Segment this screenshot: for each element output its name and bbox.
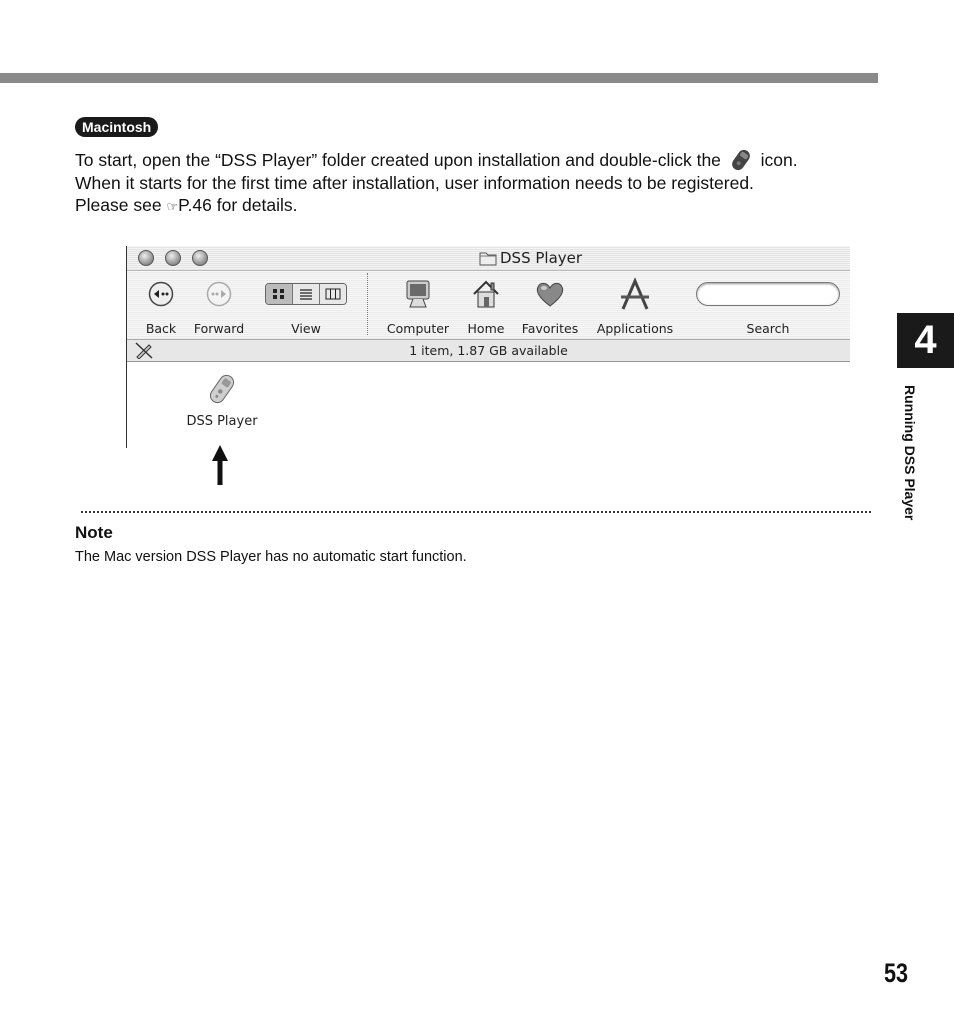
computer-icon: [402, 278, 434, 310]
view-control[interactable]: [263, 277, 349, 336]
up-arrow-icon: [210, 445, 230, 485]
toolbar: [127, 271, 850, 340]
applications-label: Applications: [596, 321, 674, 336]
home-icon: [470, 278, 502, 310]
computer-button[interactable]: [383, 277, 453, 336]
intro-line2: When it starts for the first time after installation, user information needs to be registered.: [75, 173, 754, 193]
page-number: 53: [884, 958, 909, 988]
search-label: Search: [746, 321, 790, 336]
intro-line3-start: Please see: [75, 195, 162, 215]
forward-label: Forward: [193, 321, 245, 336]
zoom-button[interactable]: [192, 250, 208, 266]
page-reference-icon: ☞: [166, 199, 179, 214]
top-rule: [0, 73, 878, 83]
search-control[interactable]: [695, 277, 841, 336]
column-view-icon[interactable]: [320, 284, 346, 304]
minimize-button[interactable]: [165, 250, 181, 266]
intro-line1-start: To start, open the “DSS Player” folder created upon installation and double-click the: [75, 150, 721, 170]
favorites-button[interactable]: [517, 277, 583, 336]
note-heading: Note: [75, 523, 113, 542]
intro-paragraph: [75, 148, 890, 218]
recorder-icon: [726, 148, 756, 172]
applications-icon: [617, 277, 653, 311]
chapter-tab: 4: [897, 313, 954, 368]
forward-button[interactable]: [189, 277, 249, 336]
platform-badge: Macintosh: [75, 117, 158, 137]
window-title-text: DSS Player: [500, 249, 583, 267]
view-label: View: [291, 321, 321, 336]
dss-player-file-label: DSS Player: [186, 414, 258, 429]
status-bar: [127, 340, 850, 362]
finder-window: [126, 246, 850, 448]
intro-line3-end: P.46 for details.: [178, 195, 298, 215]
icon-view-icon[interactable]: [266, 284, 293, 304]
dss-player-file[interactable]: [182, 372, 262, 429]
intro-line1-end: icon.: [760, 150, 798, 170]
computer-label: Computer: [386, 321, 450, 336]
applications-button[interactable]: [593, 277, 677, 336]
dotted-divider: [81, 511, 871, 513]
search-input[interactable]: [696, 282, 840, 306]
heart-icon: [534, 279, 566, 309]
favorites-label: Favorites: [521, 321, 579, 336]
back-arrow-icon: [148, 281, 174, 307]
toolbar-separator: [367, 273, 369, 335]
home-button[interactable]: [461, 277, 511, 336]
home-label: Home: [467, 321, 505, 336]
chapter-side-label: Running DSS Player: [902, 385, 918, 521]
note-text: The Mac version DSS Player has no automatic start function.: [75, 549, 467, 565]
back-label: Back: [145, 321, 177, 336]
close-button[interactable]: [138, 250, 154, 266]
list-view-icon[interactable]: [293, 284, 320, 304]
window-title: [479, 249, 582, 267]
title-bar[interactable]: [127, 246, 850, 271]
status-text: 1 item, 1.87 GB available: [409, 343, 568, 358]
forward-arrow-icon: [206, 281, 232, 307]
folder-icon: [479, 250, 497, 266]
back-button[interactable]: [133, 277, 189, 336]
dss-player-app-icon: [204, 372, 240, 406]
